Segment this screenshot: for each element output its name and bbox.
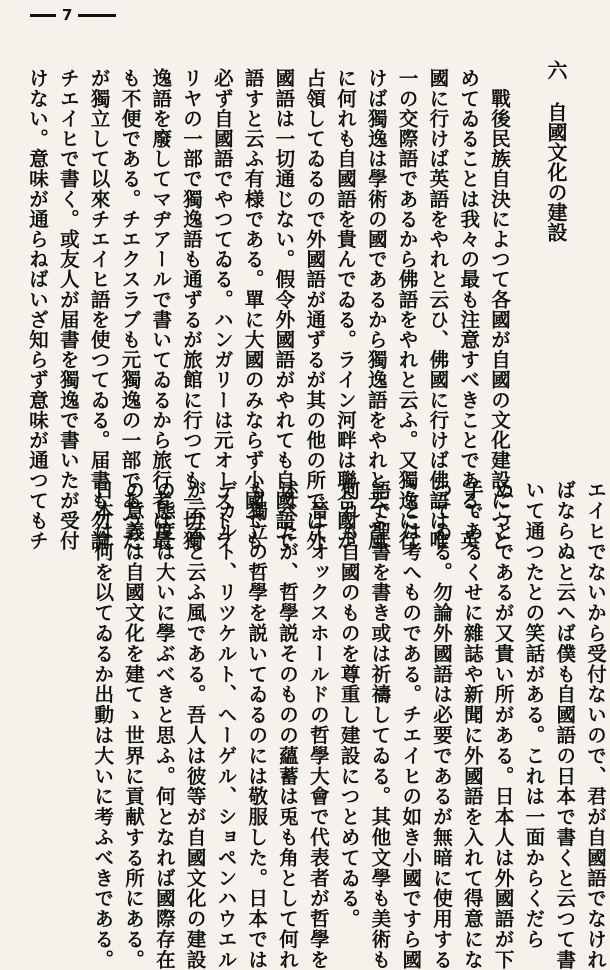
text-column: が云云と云ふ風である。吾人は彼等が自國文化の建設: [183, 480, 207, 970]
page-header: [30, 8, 116, 23]
text-column: 必ず自國語でやつてゐる。ハンガリーは元オーストラ: [210, 68, 234, 551]
text-column: に何れも自國語を貴んでゐる。ライン河畔は聯合國が: [334, 68, 358, 551]
text-column: いて通つたとの笑話がある。これは一面からくだら: [522, 480, 546, 950]
text-column: デカルト、リツケルト、ヘーゲル、ショペンハウエル: [214, 480, 238, 970]
text-column: 述べたが、哲學説そのものの蘊蓄は兎も角として何れ: [276, 480, 300, 970]
text-column: 占領してゐるので外國語が通ずるが其の他の所では外: [303, 68, 327, 551]
header-rule-right: [78, 14, 116, 17]
text-column: めてゐることは我々の最も注意すべきことである。英: [457, 68, 481, 551]
text-column: が獨立して以來チエイヒ語を使つてゐる。届書も勿論: [87, 68, 111, 551]
page-number: 7: [62, 6, 73, 24]
section-title: 自國文化の建設: [544, 102, 568, 242]
text-column: けば獨逸は學術の國であるから獨逸語をやれと云ふ風: [364, 68, 388, 551]
text-column: 手であるくせに雜誌や新聞に外國語を入れて得意にな: [460, 480, 484, 970]
lower-text-block: [54, 480, 610, 970]
section-heading: [537, 60, 571, 300]
text-column: 日本は何を以てゐるか出動は大いに考ふべきである。: [91, 480, 115, 970]
text-column: の態度は大いに學ぶべきと思ふ。何となれば國際存在: [152, 480, 176, 970]
text-column: ことは考へものである。チエイヒの如き小國ですら國: [399, 480, 423, 970]
text-column: 一の交際語であるから佛語をやれと云ふ。又獨逸に行: [395, 68, 419, 551]
upper-text-block: [26, 68, 514, 551]
text-column: けない。意味が通らねばいざ知らず意味が通つてもチ: [26, 68, 50, 551]
text-column: 國語は一切通じない。假令外國語がやれても自國語で: [272, 68, 296, 551]
text-column: 語で聖書を書き或は祈禱してゐる。其他文學も美術も: [368, 480, 392, 970]
text-column: 晉てオックスホールドの哲學大會で代表者が哲學を: [306, 480, 330, 970]
text-column: 何れも自國のものを尊重し建設につとめてゐる。: [337, 480, 361, 929]
text-column: 逸語を廢してマヂアールで書いてゐるから旅行者は最: [149, 68, 173, 551]
text-column: エイヒでないから受付ないので、君が自國語でなけれ: [584, 480, 607, 970]
text-column: も獨立の哲學を説いてゐるのには敬服した。日本では: [245, 480, 269, 970]
text-column: チエイヒで書く。或友人が届書を獨逸で書いたが受付: [56, 68, 80, 551]
text-column: 語すと云ふ有様である。單に大國のみならず小國でも: [241, 68, 265, 551]
header-rule-left: [30, 14, 56, 17]
text-column: つてゐる。勿論外國語は必要であるが無暗に使用する: [430, 480, 454, 970]
text-column: ぬことであるが又貴い所がある。日本人は外國語が下: [491, 480, 515, 970]
text-column: 國に行けば英語をやれと云ひ、佛國に行けば佛語は唯: [426, 68, 450, 551]
text-column: も不便である。チエクスラブも元獨逸の一部であつた: [118, 68, 142, 551]
text-column: の意義は自國文化を建てゝ世界に貢献する所にある。: [122, 480, 146, 970]
text-column: ばならぬと云へば僕も自國語の日本で書くと云つて書: [553, 480, 577, 970]
section-number: 六: [544, 60, 568, 80]
text-column: リヤの一部で獨逸語も通ずるが旅館に行つても一切獨: [180, 68, 204, 551]
text-column: 戰後民族自決によつて各國が自國の文化建設につと: [488, 68, 511, 551]
